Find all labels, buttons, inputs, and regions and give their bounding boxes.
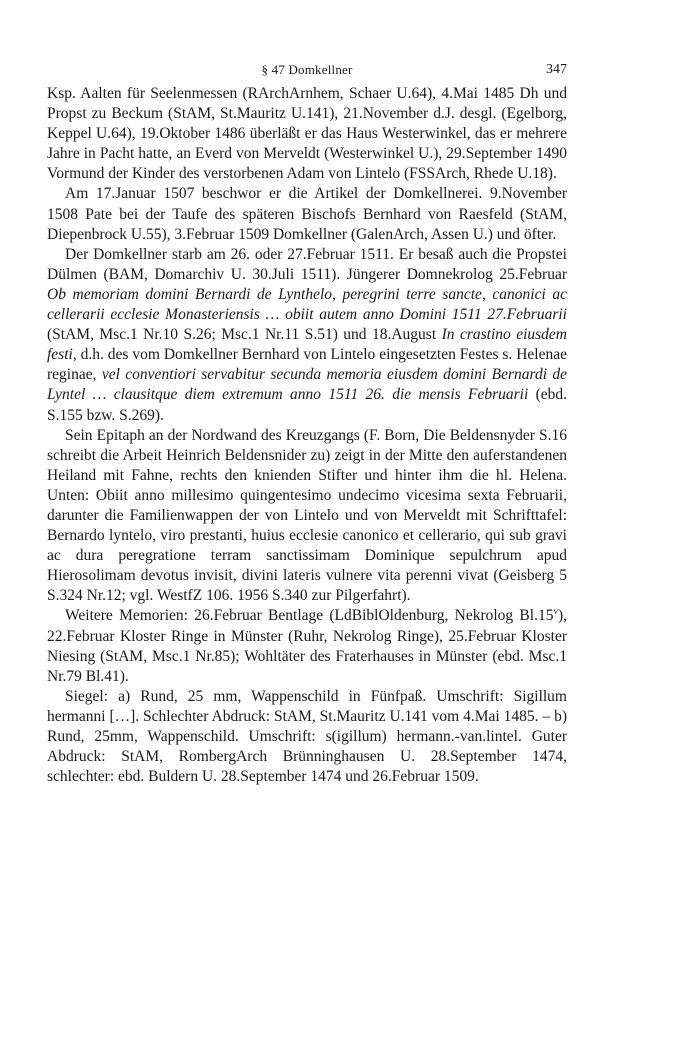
text-run: Am 17.Januar 1507 beschwor er die Artikel der Domkellnerei. 9.November 1508 Pate bei der Taufe des späteren Bischofs Bernhard von Raesfeld (StAM, Diepenbrock U.55), 3.Februar 1509 Domkellner (GalenArch, Assen U.) und öfter.: [47, 185, 567, 243]
running-head: [47, 62, 567, 84]
text-run: (ebd. S.155 bzw. S.269).: [47, 386, 568, 424]
paragraph: [47, 84, 567, 184]
paragraph: [47, 687, 567, 787]
paragraph: [47, 245, 567, 426]
text-run: Siegel: a) Rund, 25 mm, Wappenschild in Fünfpaß. Umschrift: Sigillum hermanni […]. Schlechter Abdruck: StAM, St.Mauritz U.141 vom 4.Mai 1485. – b) Rund, 25mm, Wappenschild. Umschrift: s(igillum) hermann.-van.lintel. Guter Abdruck: StAM, RombergArch Brünninghausen U. 28.September 1474, schlechter: ebd. Buldern U. 28.September 1474 und 26.Februar 1509.: [47, 687, 567, 786]
superscript-text: v: [553, 606, 558, 617]
italic-quotation: In crastino eiusdem festi,: [47, 326, 567, 364]
text-run: Weitere Memorien: 26.Februar Bentlage (LdBiblOldenburg, Nekrolog Bl.15: [65, 607, 554, 625]
text-run: Ksp. Aalten für Seelenmessen (RArchArnhem, Schaer U.64), 4.Mai 1485 Dh und Propst zu Beckum (StAM, St.Mauritz U.141), 21.November d.J. desgl. (Egelborg, Keppel U.64), 19.Oktober 1486 überläßt er das Haus Westerwinkel, das er mehrere Jahre in Pacht hatte, an Everd von Merveldt (Westerwinkel U.), 29.September 1490 Vormund der Kinder des verstorbenen Adam von Lintelo (FSSArch, Rhede U.18).: [47, 85, 567, 183]
paragraph: [47, 426, 567, 607]
italic-quotation: Ob memoriam domini Bernardi de Lynthelo, peregrini terre sancte, canonici ac cellerarii ecclesie Monasteriensis … obiit autem anno Domini 1511 27.Februarii: [47, 285, 567, 324]
body-text: [47, 84, 567, 787]
book-page: [47, 62, 567, 787]
paragraph: [47, 184, 567, 244]
text-run: Sein Epitaph an der Nordwand des Kreuzgangs (F. Born, Die Beldensnyder S.16 schreibt die Arbeit Heinrich Beldensnider zu) zeigt in der Mitte den auferstandenen Heiland mit Fahne, rechts den knienden Stifter und hinter ihm die hl. Helena. Unten: Obiit anno millesimo quingentesimo undecimo vicesima sexta Februarii, darunter die Familienwappen der von Lintelo und von Merveldt mit Schrifttafel: Bernardo lyntelo, viro prestanti, huius ecclesie canonico et cellerario, qui sub gravi ac dura peregratione terram sanctissimam Dominique sepulchrum apud Hierosolimam devotus invisit, divini lateris vulnere vita perenni vivat (Geisberg 5 S.324 Nr.12; vgl. WestfZ 106. 1956 S.340 zur Pilgerfahrt).: [47, 426, 567, 605]
italic-quotation: vel conventiori servabitur secunda memoria eiusdem domini Bernardi de Lyntel … clausitque diem extremum anno 1511 26. die mensis Februarii: [47, 366, 567, 404]
text-run: Der Domkellner starb am 26. oder 27.Februar 1511. Er besaß auch die Propstei Dülmen (BAM, Domarchiv U. 30.Juli 1511). Jüngerer Domnekrolog 25.Februar: [47, 245, 567, 283]
text-run: d.h. des vom Domkellner Bernhard von Lintelo eingesetzten Festes s. Helenae reginae,: [47, 346, 567, 384]
page-number: 347: [546, 62, 567, 77]
running-title: § 47 Domkellner: [261, 62, 353, 77]
paragraph: [47, 606, 567, 686]
text-run: (StAM, Msc.1 Nr.10 S.26; Msc.1 Nr.11 S.51) und 18.August: [47, 326, 442, 344]
text-run: ), 22.Februar Kloster Ringe in Münster (Ruhr, Nekrolog Ringe), 25.Februar Kloster Niesing (StAM, Msc.1 Nr.85); Wohltäter des Fraterhauses in Münster (ebd. Msc.1 Nr.79 Bl.41).: [47, 607, 567, 685]
